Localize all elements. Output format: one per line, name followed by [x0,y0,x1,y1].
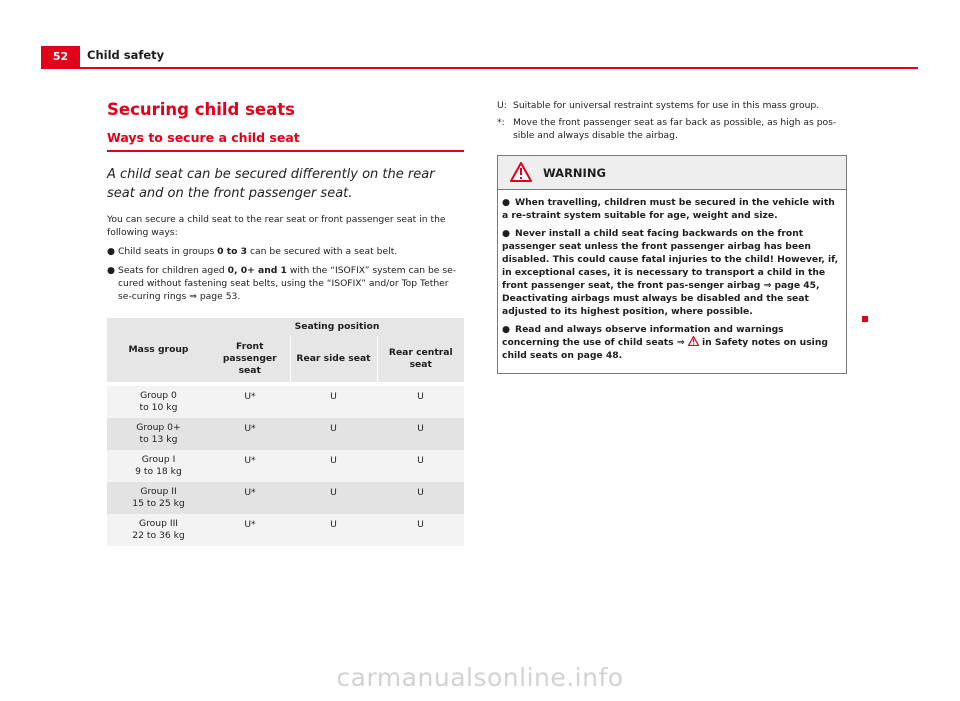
warning-item-text: Read and always observe information and warnings concerning the use of child seats ⇒ [502,324,784,348]
mass-group-name: Group II [140,485,177,497]
warning-header [498,156,846,190]
page-number: 52 [41,46,80,68]
mass-group-name: Group 0+ [136,421,181,433]
mass-group-cell [107,514,210,546]
mass-group-name: Group 0 [140,389,177,401]
bullet-item [107,245,464,258]
bullet-text-bold: 0, 0+ and 1 [227,264,287,276]
mass-group-cell [107,482,210,514]
warning-box [497,155,847,374]
running-header: Child safety [87,48,165,62]
table-row [107,514,464,546]
legend-text: Move the front passenger seat as far back as possible, as high as pos-sible and always disable the airbag. [513,117,837,141]
warning-title: WARNING [543,165,606,180]
lead-paragraph: A child seat can be secured differently on the rear seat and on the front passenger seat. [107,166,435,201]
warning-item-text: When travelling, children must be secured in the vehicle with a re-straint system suitable for age, weight and size. [502,197,835,221]
bullet-text-pre: Seats for children aged [118,264,228,276]
suitability-cell: U* [210,418,290,450]
mass-group-name: Group I [141,453,176,465]
mass-group-weight: 9 to 18 kg [135,465,182,477]
legend-key: *: [497,117,505,128]
warning-triangle-icon [510,162,532,182]
warning-item [502,323,842,362]
suitability-cell: U [290,482,377,514]
legend-row [497,116,847,142]
child-seat-table [107,318,464,546]
subsection-rule [107,150,464,152]
mass-group-weight: 22 to 36 kg [132,529,185,541]
warning-item [502,196,842,222]
bullet-dot: ● [502,197,511,208]
suitability-cell: U* [210,450,290,482]
suitability-cell: U [377,482,464,514]
suitability-cell: U* [210,386,290,418]
end-of-section-marker [862,316,868,322]
bullet-text-bold: 0 to 3 [217,245,248,257]
bullet-dot: ● [107,264,116,276]
left-column [107,100,464,546]
warning-triangle-inline-icon [688,336,699,346]
mass-group-weight: to 13 kg [139,433,178,445]
warning-item-text-post: in Safety notes on using child seats on page 48. [502,337,828,361]
table-row [107,450,464,482]
bullet-dot: ● [502,324,511,335]
table-header-rear-central: Rear central seat [377,336,464,382]
bullet-dot: ● [107,245,116,257]
intro-paragraph: You can secure a child seat to the rear seat or front passenger seat in the following ways: [107,213,446,238]
warning-body [498,190,846,373]
section-title: Securing child seats [107,100,295,119]
suitability-cell: U [290,418,377,450]
table-row [107,482,464,514]
mass-group-weight: to 10 kg [139,401,178,413]
legend-key: U: [497,100,507,111]
table-header-rear-side: Rear side seat [290,336,377,382]
bullet-item [107,264,464,303]
suitability-cell: U* [210,514,290,546]
suitability-cell: U [290,386,377,418]
table-row [107,386,464,418]
mass-group-cell [107,386,210,418]
table-header-front-passenger: Front passenger seat [210,336,290,382]
subsection-title: Ways to secure a child seat [107,130,300,145]
suitability-cell: U [290,514,377,546]
table-header-seating-position: Seating position [210,318,464,336]
bullet-text-pre: Child seats in groups [118,245,218,257]
warning-item-text: Never install a child seat facing backwards on the front passenger seat unless the front passenger airbag has been disabled. This could cause fatal injuries to the child! However, if, in exceptional cases, it is necessary to transport a child in the front passenger seat, the front pas-senger airbag ⇒ page 45, Deactivating airbags must always be disabled and the seat adjusted to its highest position, where possible. [502,228,839,317]
mass-group-weight: 15 to 25 kg [132,497,185,509]
suitability-cell: U [377,514,464,546]
legend-text: Suitable for universal restraint systems for use in this mass group. [513,100,820,111]
header-rule [41,67,918,69]
mass-group-name: Group III [138,517,179,529]
watermark: carmanualsonline.info [336,663,624,692]
suitability-cell: U [290,450,377,482]
bullet-text-post: can be secured with a seat belt. [247,245,398,257]
legend-row [497,99,847,112]
bullet-dot: ● [502,228,511,239]
table-header-mass-group: Mass group [107,318,210,382]
mass-group-cell [107,450,210,482]
suitability-cell: U* [210,482,290,514]
suitability-cell: U [377,450,464,482]
suitability-cell: U [377,418,464,450]
suitability-cell: U [377,386,464,418]
bullet-text-post: with the “ISOFIX” system can be se-cured without fastening seat belts, using the “ISOFIX” and/or Top Tether se-curing rings ⇒ page 53. [118,264,457,302]
mass-group-cell [107,418,210,450]
right-column [497,99,847,374]
warning-item [502,227,842,318]
table-row [107,418,464,450]
